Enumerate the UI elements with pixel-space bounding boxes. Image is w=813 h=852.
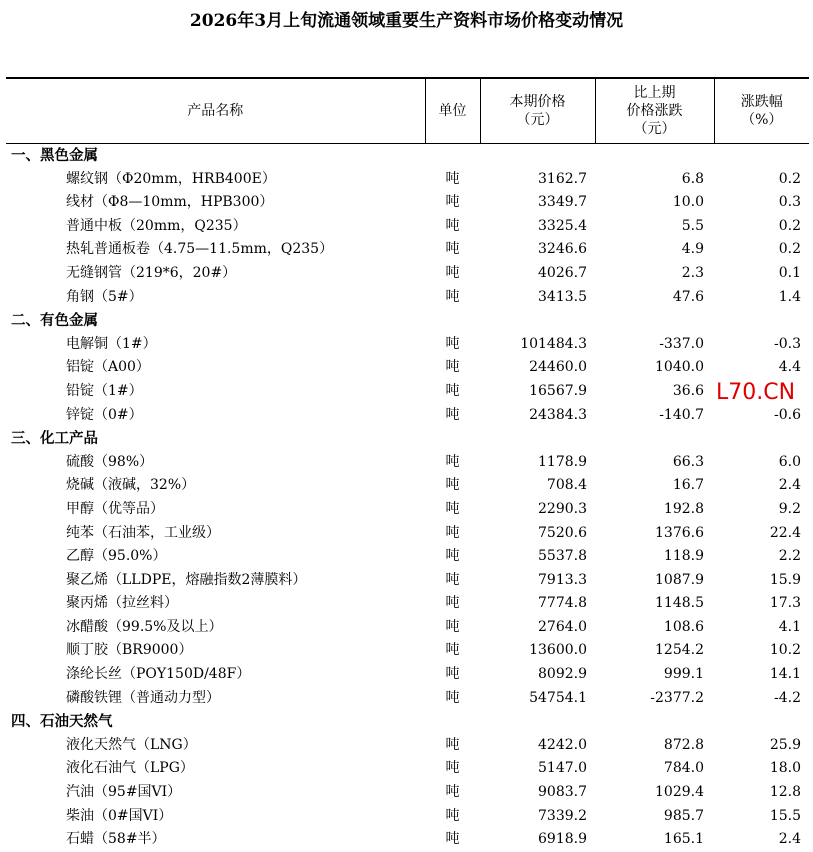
change-percent-cell: 9.2 xyxy=(778,500,801,517)
price-cell: 7913.3 xyxy=(538,571,587,588)
price-cell: 3246.6 xyxy=(538,241,587,258)
price-cell: 3325.4 xyxy=(538,217,587,234)
product-name-cell: 液化天然气（LNG） xyxy=(66,736,197,753)
price-cell: 7774.8 xyxy=(538,595,587,612)
price-cell: 7520.6 xyxy=(538,524,587,541)
category-name: 三、化工产品 xyxy=(11,430,98,448)
category-row xyxy=(6,710,809,734)
table-row xyxy=(6,616,809,640)
product-name-cell: 顺丁胶（BR9000） xyxy=(66,642,193,659)
product-name-cell: 锌锭（0#） xyxy=(66,406,143,423)
price-change-cell: 10.0 xyxy=(672,194,704,211)
price-change-cell: 872.8 xyxy=(663,736,704,753)
table-row xyxy=(6,333,809,357)
unit-cell: 吨 xyxy=(445,382,460,399)
price-cell: 708.4 xyxy=(546,477,587,494)
change-percent-cell: -4.2 xyxy=(774,689,801,706)
unit-cell: 吨 xyxy=(445,288,460,305)
change-percent-cell: 0.2 xyxy=(778,241,801,258)
product-name-cell: 柴油（0#国VI） xyxy=(66,807,173,824)
price-cell: 13600.0 xyxy=(529,642,587,659)
price-cell: 54754.1 xyxy=(529,689,587,706)
price-change-cell: 1040.0 xyxy=(655,359,704,376)
table-row xyxy=(6,262,809,286)
header-current-price: 本期价格 （元） xyxy=(480,78,595,144)
table-row xyxy=(6,356,809,380)
table-row xyxy=(6,734,809,758)
price-cell: 2290.3 xyxy=(538,500,587,517)
price-cell: 101484.3 xyxy=(520,335,587,352)
unit-cell: 吨 xyxy=(445,170,460,187)
category-row xyxy=(6,144,809,168)
price-change-cell: 4.9 xyxy=(681,241,704,258)
table-row xyxy=(6,663,809,687)
unit-cell: 吨 xyxy=(445,642,460,659)
header-price-change: 比上期 价格涨跌 （元） xyxy=(595,78,714,144)
category-row xyxy=(6,309,809,333)
change-percent-cell: 0.3 xyxy=(778,194,801,211)
change-percent-cell: 0.2 xyxy=(778,217,801,234)
product-name-cell: 无缝钢管（219*6，20#） xyxy=(66,264,237,281)
unit-cell: 吨 xyxy=(445,807,460,824)
price-change-cell: -337.0 xyxy=(659,335,704,352)
product-name-cell: 螺纹钢（Φ20mm，HRB400E） xyxy=(66,170,276,187)
price-cell: 8092.9 xyxy=(538,666,587,683)
product-name-cell: 铅锭（1#） xyxy=(66,382,143,399)
table-row xyxy=(6,215,809,239)
price-change-cell: 108.6 xyxy=(663,618,704,635)
header-unit: 单位 xyxy=(425,78,480,144)
change-percent-cell: 0.2 xyxy=(778,170,801,187)
product-name-cell: 甲醇（优等品） xyxy=(66,500,164,517)
product-name-cell: 普通中板（20mm，Q235） xyxy=(66,217,247,234)
product-name-cell: 烧碱（液碱，32%） xyxy=(66,477,196,494)
unit-cell: 吨 xyxy=(445,241,460,258)
product-name-cell: 石蜡（58#半） xyxy=(66,831,166,848)
table-row xyxy=(6,498,809,522)
change-percent-cell: 10.2 xyxy=(769,642,801,659)
change-percent-cell: 2.4 xyxy=(778,831,801,848)
price-change-cell: 1376.6 xyxy=(655,524,704,541)
price-change-cell: 5.5 xyxy=(681,217,704,234)
unit-cell: 吨 xyxy=(445,194,460,211)
product-name-cell: 线材（Φ8—10mm，HPB300） xyxy=(66,194,274,211)
table-row xyxy=(6,404,809,428)
table-row xyxy=(6,687,809,711)
price-change-cell: 16.7 xyxy=(672,477,704,494)
category-name: 四、石油天然气 xyxy=(11,713,113,731)
table-row xyxy=(6,191,809,215)
price-change-cell: -140.7 xyxy=(659,406,704,423)
price-change-cell: 165.1 xyxy=(663,831,704,848)
table-row xyxy=(6,828,809,852)
price-change-cell: 6.8 xyxy=(681,170,704,187)
unit-cell: 吨 xyxy=(445,618,460,635)
price-cell: 24384.3 xyxy=(529,406,587,423)
change-percent-cell: 4.4 xyxy=(778,359,801,376)
price-cell: 1178.9 xyxy=(538,453,587,470)
unit-cell: 吨 xyxy=(445,359,460,376)
price-cell: 24460.0 xyxy=(529,359,587,376)
unit-cell: 吨 xyxy=(445,264,460,281)
unit-cell: 吨 xyxy=(445,571,460,588)
table-row xyxy=(6,451,809,475)
price-change-cell: 784.0 xyxy=(663,760,704,777)
category-name: 一、黑色金属 xyxy=(11,147,98,164)
price-change-cell: 1029.4 xyxy=(655,784,704,801)
unit-cell: 吨 xyxy=(445,406,460,423)
unit-cell: 吨 xyxy=(445,736,460,753)
price-cell: 6918.9 xyxy=(538,831,587,848)
product-name-cell: 电解铜（1#） xyxy=(66,335,157,352)
price-change-cell: 985.7 xyxy=(663,807,704,824)
change-percent-cell: 12.8 xyxy=(769,784,801,801)
product-name-cell: 冰醋酸（99.5%及以上） xyxy=(66,618,223,635)
table-row xyxy=(6,592,809,616)
unit-cell: 吨 xyxy=(445,784,460,801)
change-percent-cell: -0.6 xyxy=(774,406,801,423)
table-body xyxy=(6,144,809,852)
price-change-cell: 1087.9 xyxy=(655,571,704,588)
unit-cell: 吨 xyxy=(445,548,460,565)
change-percent-cell: 18.0 xyxy=(769,760,801,777)
price-cell: 5537.8 xyxy=(538,548,587,565)
unit-cell: 吨 xyxy=(445,335,460,352)
table-row xyxy=(6,757,809,781)
change-percent-cell: 15.9 xyxy=(769,571,801,588)
unit-cell: 吨 xyxy=(445,666,460,683)
change-percent-cell: 4.1 xyxy=(778,618,801,635)
price-cell: 3162.7 xyxy=(538,170,587,187)
unit-cell: 吨 xyxy=(445,595,460,612)
change-percent-cell: 25.9 xyxy=(769,736,801,753)
price-cell: 9083.7 xyxy=(538,784,587,801)
price-change-cell: 192.8 xyxy=(663,500,704,517)
change-percent-cell: 6.0 xyxy=(778,453,801,470)
price-change-cell: -2377.2 xyxy=(650,689,704,706)
table-row xyxy=(6,168,809,192)
product-name-cell: 聚丙烯（拉丝料） xyxy=(66,595,178,612)
product-name-cell: 硫酸（98%） xyxy=(66,453,154,470)
price-cell: 7339.2 xyxy=(538,807,587,824)
change-percent-cell: 22.4 xyxy=(769,524,801,541)
table-row xyxy=(6,238,809,262)
product-name-cell: 乙醇（95.0%） xyxy=(66,548,167,565)
price-change-cell: 2.3 xyxy=(681,264,704,281)
change-percent-cell: 1.4 xyxy=(778,288,801,305)
unit-cell: 吨 xyxy=(445,524,460,541)
table-row xyxy=(6,569,809,593)
change-percent-cell: 15.5 xyxy=(769,807,801,824)
unit-cell: 吨 xyxy=(445,477,460,494)
product-name-cell: 角钢（5#） xyxy=(66,288,143,305)
product-name-cell: 纯苯（石油苯，工业级） xyxy=(66,524,220,541)
price-cell: 3413.5 xyxy=(538,288,587,305)
unit-cell: 吨 xyxy=(445,217,460,234)
table-row xyxy=(6,380,809,404)
price-change-cell: 47.6 xyxy=(672,288,704,305)
price-cell: 16567.9 xyxy=(529,382,587,399)
table-row xyxy=(6,805,809,829)
change-percent-cell: 17.3 xyxy=(769,595,801,612)
unit-cell: 吨 xyxy=(445,689,460,706)
product-name-cell: 汽油（95#国VI） xyxy=(66,784,182,801)
price-change-cell: 1254.2 xyxy=(655,642,704,659)
table-row xyxy=(6,522,809,546)
price-change-cell: 999.1 xyxy=(663,666,704,683)
product-name-cell: 热轧普通板卷（4.75—11.5mm，Q235） xyxy=(66,241,334,258)
price-cell: 4026.7 xyxy=(538,264,587,281)
category-name: 二、有色金属 xyxy=(11,312,98,330)
watermark-logo: L70.CN xyxy=(716,380,796,405)
product-name-cell: 涤纶长丝（POY150D/48F） xyxy=(66,666,251,683)
price-change-cell: 36.6 xyxy=(672,382,704,399)
change-percent-cell: 2.2 xyxy=(778,548,801,565)
unit-cell: 吨 xyxy=(445,831,460,848)
price-cell: 5147.0 xyxy=(538,760,587,777)
change-percent-cell: -0.3 xyxy=(774,335,801,352)
change-percent-cell: 2.4 xyxy=(778,477,801,494)
price-table xyxy=(6,77,809,852)
price-change-cell: 1148.5 xyxy=(655,595,704,612)
header-product-name: 产品名称 xyxy=(6,78,425,144)
table-row xyxy=(6,474,809,498)
price-cell: 3349.7 xyxy=(538,194,587,211)
unit-cell: 吨 xyxy=(445,500,460,517)
header-change-percent: 涨跌幅 （%） xyxy=(714,78,809,144)
unit-cell: 吨 xyxy=(445,453,460,470)
table-row xyxy=(6,286,809,310)
category-row xyxy=(6,427,809,451)
price-change-cell: 66.3 xyxy=(672,453,704,470)
table-row xyxy=(6,781,809,805)
product-name-cell: 液化石油气（LPG） xyxy=(66,760,194,777)
product-name-cell: 聚乙烯（LLDPE，熔融指数2薄膜料） xyxy=(66,571,307,588)
price-cell: 4242.0 xyxy=(538,736,587,753)
price-cell: 2764.0 xyxy=(538,618,587,635)
product-name-cell: 磷酸铁锂（普通动力型） xyxy=(66,689,220,706)
table-row xyxy=(6,545,809,569)
page-title: 2026年3月上旬流通领域重要生产资料市场价格变动情况 xyxy=(189,11,624,31)
change-percent-cell: 0.1 xyxy=(778,264,801,281)
price-change-cell: 118.9 xyxy=(663,548,704,565)
table-row xyxy=(6,639,809,663)
change-percent-cell: 14.1 xyxy=(769,666,801,683)
product-name-cell: 铝锭（A00） xyxy=(66,359,150,376)
header-row xyxy=(6,78,809,144)
unit-cell: 吨 xyxy=(445,760,460,777)
